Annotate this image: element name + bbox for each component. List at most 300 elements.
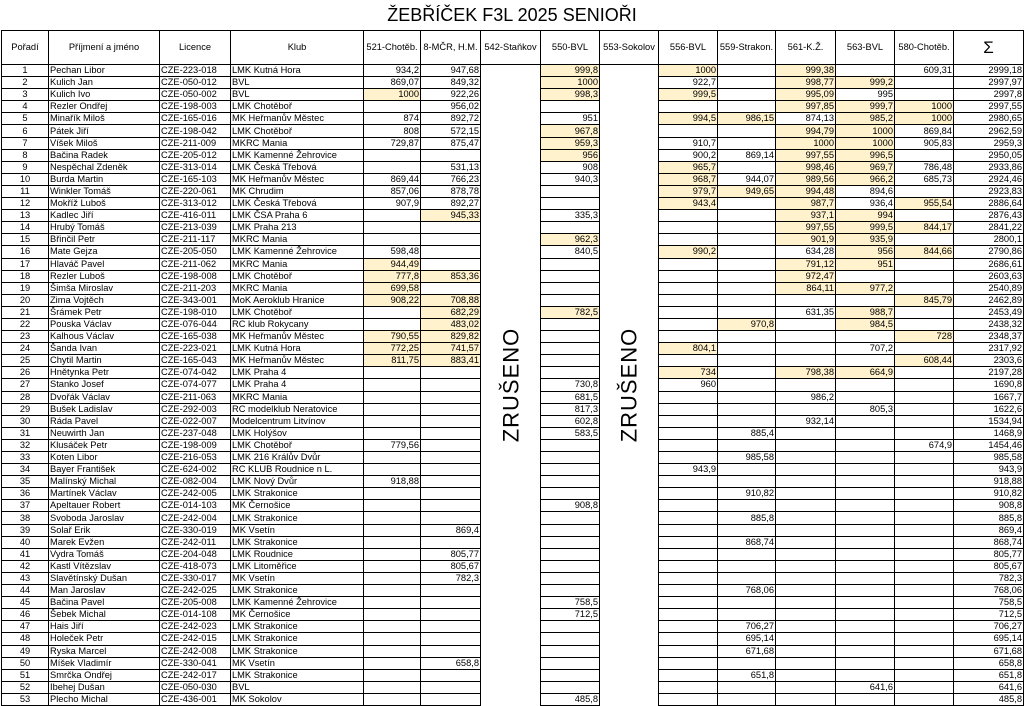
name-cell: Malínský Michal — [49, 476, 160, 488]
score-cell — [895, 258, 954, 270]
score-cell: 987,7 — [776, 198, 836, 210]
score-cell — [421, 367, 481, 379]
club-cell: LMK Praha 4 — [231, 367, 364, 379]
score-cell — [364, 536, 421, 548]
score-cell — [421, 512, 481, 524]
total-cell: 1690,8 — [954, 379, 1024, 391]
score-cell: 972,47 — [776, 270, 836, 282]
license-cell: CZE-211-203 — [160, 282, 231, 294]
license-cell: CZE-242-008 — [160, 645, 231, 657]
canceled-label: ZRUŠENO — [616, 327, 642, 443]
score-cell — [718, 125, 776, 137]
score-cell — [718, 306, 776, 318]
name-cell: Míšek Vladimír — [49, 657, 160, 669]
total-cell: 2462,89 — [954, 294, 1024, 306]
score-cell — [364, 669, 421, 681]
score-cell — [364, 452, 421, 464]
score-cell: 984,5 — [836, 318, 895, 330]
total-cell: 918,88 — [954, 476, 1024, 488]
score-cell — [718, 234, 776, 246]
name-cell: Kalhous Václav — [49, 331, 160, 343]
score-cell: 734 — [659, 367, 718, 379]
score-cell — [659, 609, 718, 621]
score-cell: 900,2 — [659, 149, 718, 161]
score-cell — [364, 222, 421, 234]
score-cell — [659, 391, 718, 403]
score-cell — [836, 645, 895, 657]
score-cell — [776, 355, 836, 367]
score-cell: 869,4 — [421, 524, 481, 536]
score-cell — [836, 669, 895, 681]
score-cell — [718, 597, 776, 609]
name-cell: Nespěchal Zdeněk — [49, 161, 160, 173]
club-cell: MK Heřmanův Městec — [231, 355, 364, 367]
score-cell — [836, 512, 895, 524]
rank-cell: 2 — [2, 77, 49, 89]
score-cell — [718, 258, 776, 270]
score-cell — [895, 681, 954, 693]
score-cell — [364, 403, 421, 415]
score-cell: 572,15 — [421, 125, 481, 137]
total-cell: 2980,65 — [954, 113, 1024, 125]
total-cell: 2997,97 — [954, 77, 1024, 89]
score-cell: 729,87 — [364, 137, 421, 149]
club-cell: MK Chrudim — [231, 185, 364, 197]
score-cell: 844,66 — [895, 246, 954, 258]
column-header: 563-BVL — [836, 31, 895, 65]
total-cell: 805,77 — [954, 548, 1024, 560]
score-cell — [895, 343, 954, 355]
score-cell — [364, 318, 421, 330]
rank-cell: 30 — [2, 415, 49, 427]
score-cell — [541, 367, 600, 379]
score-cell: 962,3 — [541, 234, 600, 246]
rank-cell: 19 — [2, 282, 49, 294]
score-cell: 811,75 — [364, 355, 421, 367]
club-cell: MK Sokolov — [231, 693, 364, 705]
score-cell: 779,56 — [364, 439, 421, 451]
rank-cell: 7 — [2, 137, 49, 149]
name-cell: Burda Martin — [49, 173, 160, 185]
score-cell — [776, 343, 836, 355]
score-cell — [659, 294, 718, 306]
score-cell — [421, 621, 481, 633]
score-cell — [718, 464, 776, 476]
score-cell: 758,5 — [541, 597, 600, 609]
score-cell — [836, 379, 895, 391]
score-cell — [895, 560, 954, 572]
license-cell: CZE-211-009 — [160, 137, 231, 149]
score-cell — [421, 609, 481, 621]
score-cell: 892,72 — [421, 113, 481, 125]
club-cell: MKRC Mania — [231, 391, 364, 403]
score-cell — [776, 403, 836, 415]
score-cell: 907,9 — [364, 198, 421, 210]
license-cell: CZE-165-016 — [160, 113, 231, 125]
score-cell — [364, 609, 421, 621]
name-cell: Slavětínský Dušan — [49, 572, 160, 584]
score-cell — [718, 331, 776, 343]
score-cell — [895, 536, 954, 548]
total-cell: 2959,3 — [954, 137, 1024, 149]
score-cell: 878,78 — [421, 185, 481, 197]
name-cell: Ryska Marcel — [49, 645, 160, 657]
score-cell: 885,8 — [718, 512, 776, 524]
score-cell — [718, 77, 776, 89]
total-cell: 768,06 — [954, 585, 1024, 597]
score-cell: 868,74 — [718, 536, 776, 548]
total-cell: 2923,83 — [954, 185, 1024, 197]
score-cell: 706,27 — [718, 621, 776, 633]
score-cell: 970,8 — [718, 318, 776, 330]
total-cell: 2800,1 — [954, 234, 1024, 246]
score-cell — [659, 101, 718, 113]
score-cell — [836, 536, 895, 548]
total-cell: 641,6 — [954, 681, 1024, 693]
score-cell: 985,2 — [836, 113, 895, 125]
score-cell — [776, 633, 836, 645]
total-cell: 2438,32 — [954, 318, 1024, 330]
score-cell: 651,8 — [718, 669, 776, 681]
score-cell — [836, 572, 895, 584]
license-cell: CZE-211-062 — [160, 258, 231, 270]
page-title: ŽEBŘÍČEK F3L 2025 SENIOŘI — [387, 5, 637, 25]
score-cell: 937,1 — [776, 210, 836, 222]
license-cell: CZE-211-063 — [160, 391, 231, 403]
total-cell: 2950,05 — [954, 149, 1024, 161]
license-cell: CZE-313-012 — [160, 198, 231, 210]
score-cell: 875,47 — [421, 137, 481, 149]
license-cell: CZE-205-008 — [160, 597, 231, 609]
score-cell — [364, 101, 421, 113]
club-cell: LMK Strakonice — [231, 645, 364, 657]
total-cell: 2841,22 — [954, 222, 1024, 234]
license-cell: CZE-165-043 — [160, 355, 231, 367]
score-cell — [421, 379, 481, 391]
score-cell — [659, 633, 718, 645]
score-cell — [659, 488, 718, 500]
score-cell: 791,12 — [776, 258, 836, 270]
score-cell: 960 — [659, 379, 718, 391]
score-cell — [364, 693, 421, 705]
license-cell: CZE-237-048 — [160, 427, 231, 439]
score-cell: 766,23 — [421, 173, 481, 185]
name-cell: Chytil Martin — [49, 355, 160, 367]
total-cell: 1622,6 — [954, 403, 1024, 415]
score-cell: 885,4 — [718, 427, 776, 439]
license-cell: CZE-330-017 — [160, 572, 231, 584]
total-cell: 868,74 — [954, 536, 1024, 548]
score-cell — [895, 89, 954, 101]
rank-cell: 40 — [2, 536, 49, 548]
name-cell: Bušek Ladislav — [49, 403, 160, 415]
score-cell — [895, 524, 954, 536]
club-cell: MK Heřmanův Městec — [231, 113, 364, 125]
club-cell: LMK Chotěboř — [231, 125, 364, 137]
score-cell — [836, 270, 895, 282]
score-cell: 786,48 — [895, 161, 954, 173]
score-cell: 918,88 — [364, 476, 421, 488]
score-cell: 685,73 — [895, 173, 954, 185]
score-cell — [364, 234, 421, 246]
score-cell: 985,58 — [718, 452, 776, 464]
name-cell: Dvořák Václav — [49, 391, 160, 403]
name-cell: Zima Vojtěch — [49, 294, 160, 306]
score-cell — [659, 536, 718, 548]
score-cell — [421, 585, 481, 597]
rank-cell: 32 — [2, 439, 49, 451]
score-cell — [895, 149, 954, 161]
name-cell: Šimša Miroslav — [49, 282, 160, 294]
score-cell — [776, 439, 836, 451]
score-cell — [836, 65, 895, 77]
score-cell — [895, 318, 954, 330]
score-cell — [718, 222, 776, 234]
score-cell — [541, 318, 600, 330]
club-cell: LMK Kamenné Žehrovice — [231, 149, 364, 161]
score-cell — [364, 379, 421, 391]
score-cell: 707,2 — [836, 343, 895, 355]
score-cell: 949,65 — [718, 185, 776, 197]
license-cell: CZE-165-038 — [160, 331, 231, 343]
score-cell — [421, 282, 481, 294]
score-cell — [895, 185, 954, 197]
rank-cell: 51 — [2, 669, 49, 681]
score-cell — [895, 512, 954, 524]
score-cell — [659, 452, 718, 464]
total-cell: 2962,59 — [954, 125, 1024, 137]
score-cell — [718, 246, 776, 258]
score-cell — [718, 391, 776, 403]
score-cell: 997,55 — [776, 149, 836, 161]
license-cell: CZE-014-108 — [160, 609, 231, 621]
score-cell: 845,79 — [895, 294, 954, 306]
score-cell — [776, 294, 836, 306]
score-cell: 922,26 — [421, 89, 481, 101]
score-cell — [659, 355, 718, 367]
score-cell — [718, 681, 776, 693]
rank-cell: 48 — [2, 633, 49, 645]
rank-cell: 31 — [2, 427, 49, 439]
score-cell: 674,9 — [895, 439, 954, 451]
score-cell — [718, 415, 776, 427]
score-cell — [541, 258, 600, 270]
total-cell: 2999,18 — [954, 65, 1024, 77]
score-cell — [718, 693, 776, 705]
rank-cell: 12 — [2, 198, 49, 210]
score-cell — [718, 355, 776, 367]
name-cell: Pouska Václav — [49, 318, 160, 330]
score-cell — [541, 572, 600, 584]
score-cell: 908,22 — [364, 294, 421, 306]
score-cell: 999,2 — [836, 77, 895, 89]
total-cell: 1454,46 — [954, 439, 1024, 451]
score-cell — [895, 488, 954, 500]
score-cell: 805,3 — [836, 403, 895, 415]
score-cell: 682,29 — [421, 306, 481, 318]
rank-cell: 36 — [2, 488, 49, 500]
score-cell: 943,9 — [659, 464, 718, 476]
club-cell: LMK ČSA Praha 6 — [231, 210, 364, 222]
name-cell: Mokříž Luboš — [49, 198, 160, 210]
score-cell — [421, 476, 481, 488]
license-cell: CZE-074-042 — [160, 367, 231, 379]
score-cell: 932,14 — [776, 415, 836, 427]
name-cell: Hlaváč Pavel — [49, 258, 160, 270]
score-cell — [895, 693, 954, 705]
score-cell — [421, 246, 481, 258]
score-cell — [541, 657, 600, 669]
score-cell: 994,48 — [776, 185, 836, 197]
name-cell: Stanko Josef — [49, 379, 160, 391]
total-cell: 2317,92 — [954, 343, 1024, 355]
score-cell — [718, 560, 776, 572]
total-cell: 2686,61 — [954, 258, 1024, 270]
score-cell — [364, 585, 421, 597]
total-cell: 671,68 — [954, 645, 1024, 657]
score-cell — [776, 512, 836, 524]
score-cell: 986,2 — [776, 391, 836, 403]
score-cell: 712,5 — [541, 609, 600, 621]
score-cell — [895, 427, 954, 439]
score-cell — [541, 645, 600, 657]
score-cell: 1000 — [776, 137, 836, 149]
rank-cell: 38 — [2, 512, 49, 524]
score-cell — [421, 464, 481, 476]
score-cell — [421, 403, 481, 415]
score-cell: 997,55 — [776, 222, 836, 234]
rank-cell: 49 — [2, 645, 49, 657]
club-cell: MK Vsetín — [231, 524, 364, 536]
club-cell: MKRC Mania — [231, 258, 364, 270]
score-cell: 956 — [836, 246, 895, 258]
score-cell: 908 — [541, 161, 600, 173]
rank-cell: 25 — [2, 355, 49, 367]
club-cell: MKRC Mania — [231, 234, 364, 246]
score-cell — [659, 403, 718, 415]
score-cell — [421, 500, 481, 512]
license-cell: CZE-050-002 — [160, 89, 231, 101]
club-cell: MK Černošice — [231, 609, 364, 621]
score-cell — [776, 452, 836, 464]
score-cell — [421, 149, 481, 161]
score-cell — [541, 512, 600, 524]
score-cell — [836, 464, 895, 476]
score-cell — [364, 149, 421, 161]
column-header: Klub — [231, 31, 364, 65]
score-cell — [541, 669, 600, 681]
column-header: 559-Strakon. — [718, 31, 776, 65]
club-cell: LMK Kutná Hora — [231, 65, 364, 77]
name-cell: Marek Evžen — [49, 536, 160, 548]
score-cell — [895, 403, 954, 415]
score-cell: 905,83 — [895, 137, 954, 149]
score-cell: 874 — [364, 113, 421, 125]
score-cell — [421, 415, 481, 427]
score-cell — [659, 234, 718, 246]
club-cell: LMK Strakonice — [231, 621, 364, 633]
score-cell: 994,5 — [659, 113, 718, 125]
score-cell — [421, 597, 481, 609]
score-cell — [421, 681, 481, 693]
license-cell: CZE-242-017 — [160, 669, 231, 681]
score-cell — [541, 621, 600, 633]
score-cell: 968,7 — [659, 173, 718, 185]
score-cell: 908,8 — [541, 500, 600, 512]
license-cell: CZE-242-011 — [160, 536, 231, 548]
score-cell: 979,7 — [659, 185, 718, 197]
score-cell: 335,3 — [541, 210, 600, 222]
rank-cell: 6 — [2, 125, 49, 137]
score-cell: 1000 — [659, 65, 718, 77]
score-cell — [895, 234, 954, 246]
score-cell — [776, 427, 836, 439]
score-cell — [836, 633, 895, 645]
score-cell — [895, 210, 954, 222]
score-cell — [718, 403, 776, 415]
score-cell — [895, 500, 954, 512]
license-cell: CZE-074-077 — [160, 379, 231, 391]
rank-cell: 3 — [2, 89, 49, 101]
score-cell — [895, 367, 954, 379]
score-cell — [895, 548, 954, 560]
score-cell: 730,8 — [541, 379, 600, 391]
score-cell — [541, 101, 600, 113]
score-cell — [836, 524, 895, 536]
club-cell: LMK Strakonice — [231, 536, 364, 548]
canceled-column — [600, 65, 659, 706]
rank-cell: 35 — [2, 476, 49, 488]
license-cell: CZE-242-004 — [160, 512, 231, 524]
score-cell — [836, 439, 895, 451]
score-cell — [364, 500, 421, 512]
score-cell: 999,5 — [836, 222, 895, 234]
name-cell: Kastl Vítězslav — [49, 560, 160, 572]
score-cell — [776, 331, 836, 343]
score-cell: 951 — [541, 113, 600, 125]
license-cell: CZE-165-103 — [160, 173, 231, 185]
score-cell — [364, 464, 421, 476]
score-cell: 967,8 — [541, 125, 600, 137]
total-cell: 2886,64 — [954, 198, 1024, 210]
score-cell: 1000 — [895, 113, 954, 125]
club-cell: LMK Strakonice — [231, 512, 364, 524]
score-cell: 901,9 — [776, 234, 836, 246]
total-cell: 869,4 — [954, 524, 1024, 536]
club-cell: LMK Kutná Hora — [231, 343, 364, 355]
club-cell: LMK Holýšov — [231, 427, 364, 439]
score-cell: 990,2 — [659, 246, 718, 258]
rank-cell: 28 — [2, 391, 49, 403]
total-cell: 658,8 — [954, 657, 1024, 669]
rank-cell: 20 — [2, 294, 49, 306]
score-cell — [421, 222, 481, 234]
score-cell — [776, 476, 836, 488]
name-cell: Vydra Tomáš — [49, 548, 160, 560]
column-header: Licence — [160, 31, 231, 65]
total-cell: 1667,7 — [954, 391, 1024, 403]
score-cell — [836, 427, 895, 439]
license-cell: CZE-205-012 — [160, 149, 231, 161]
name-cell: Rezler Ondřej — [49, 101, 160, 113]
score-cell — [659, 500, 718, 512]
rank-cell: 11 — [2, 185, 49, 197]
score-cell: 869,14 — [718, 149, 776, 161]
score-cell — [776, 379, 836, 391]
score-cell — [659, 669, 718, 681]
score-cell — [895, 415, 954, 427]
name-cell: Klusáček Petr — [49, 439, 160, 451]
